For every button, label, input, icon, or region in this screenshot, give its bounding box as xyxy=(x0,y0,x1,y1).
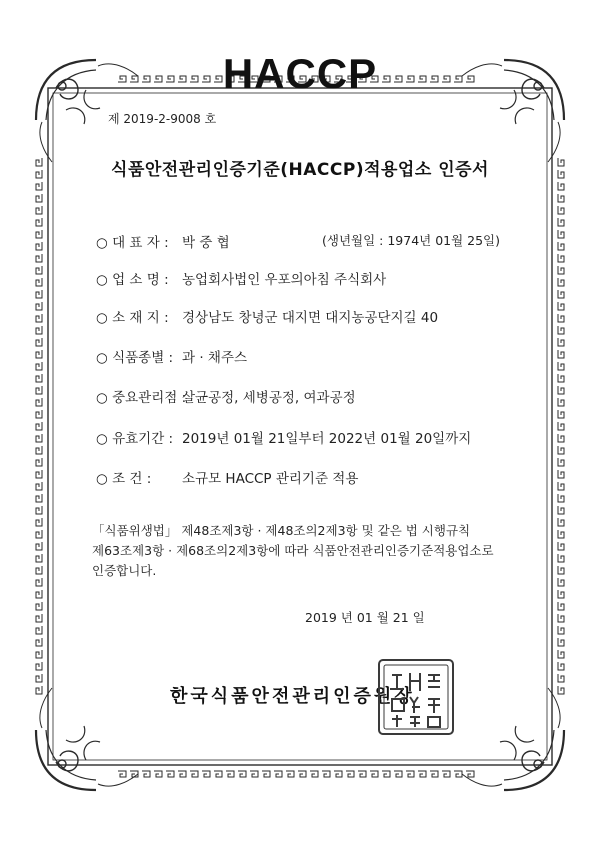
field-value: 경상남도 창녕군 대지면 대지농공단지길 40 xyxy=(182,310,439,326)
field-value: 살균공정, 세병공정, 여과공정 xyxy=(182,390,356,406)
field-business-name xyxy=(96,268,386,288)
field-value: 농업회사법인 우포의아침 주식회사 xyxy=(182,272,387,288)
field-critical-control-points xyxy=(96,386,356,406)
field-label: ○ 대 표 자 : xyxy=(96,235,169,251)
field-address xyxy=(96,306,438,326)
statement-line: 인증합니다. xyxy=(92,563,157,578)
field-conditions xyxy=(96,467,358,487)
official-seal-icon xyxy=(376,657,456,737)
birth-date: (생년월일 : 1974년 01월 25일) xyxy=(322,233,501,248)
statement-line: 제63조제3항 · 제68조의2제3항에 따라 식품안전관리인증기준적용업소로 xyxy=(92,543,494,558)
issuer-name: 한국식품안전관리인증원장 xyxy=(170,686,415,707)
field-label: ○ 식품종별 : xyxy=(96,350,174,366)
field-value: 소규모 HACCP 관리기준 적용 xyxy=(182,471,359,487)
haccp-logo-text: HACCP xyxy=(222,50,378,97)
field-label: ○ 유효기간 : xyxy=(96,431,174,447)
certificate-number: 제 2019-2-9008 호 xyxy=(108,112,217,126)
field-value: 박 중 협 xyxy=(182,235,230,251)
statement-line: 「식품위생법」 제48조제3항 · 제48조의2제3항 및 같은 법 시행규칙 xyxy=(92,523,471,538)
field-value: 과 · 채주스 xyxy=(182,350,248,366)
field-validity-period xyxy=(96,427,471,447)
field-label: ○ 조 건 : xyxy=(96,471,152,487)
field-value: 2019년 01월 21일부터 2022년 01월 20일까지 xyxy=(182,431,472,447)
field-food-type xyxy=(96,346,247,366)
field-label: ○ 업 소 명 : xyxy=(96,272,169,288)
issue-date: 2019 년 01 월 21 일 xyxy=(305,610,425,625)
certification-statement xyxy=(92,521,512,581)
document-title: 식품안전관리인증기준(HACCP)적용업소 인증서 xyxy=(111,160,489,180)
field-label: ○ 중요관리점 : xyxy=(96,390,187,406)
field-representative xyxy=(96,231,230,251)
field-label: ○ 소 재 지 : xyxy=(96,310,169,326)
